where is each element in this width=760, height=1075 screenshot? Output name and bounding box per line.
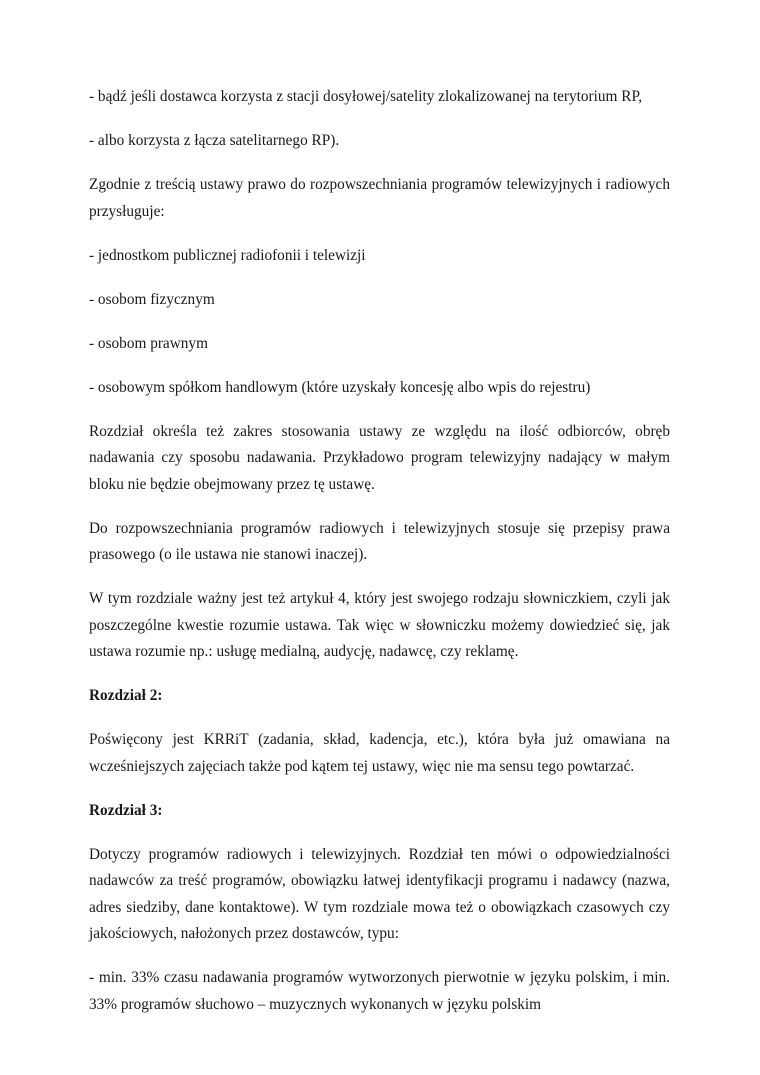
paragraph-zakres-stosowania: Rozdział określa też zakres stosowania ustawy ze względu na ilość odbiorców, obręb nadawania czy sposobu nadawania. Przykładowo program telewizyjny nadający w małym bloku nie będzie obejmowany przez tę ustawę. (89, 422, 670, 493)
paragraph-prawo-prasowe: Do rozpowszechniania programów radiowych i telewizyjnych stosuje się przepisy prawa prasowego (o ile ustawa nie stanowi inaczej). (89, 519, 670, 563)
paragraph-programy-radiowe: Dotyczy programów radiowych i telewizyjnych. Rozdział ten mówi o odpowiedzialności nadawców za treść programów, obowiązku łatwej identyfikacji programu i nadawcy (nazwa, adres siedziby, dane kontaktowe). W tym rozdziale mowa też o obowiązkach czasowych czy jakościowych, nałożonych przez dostawców, typu: (89, 845, 670, 942)
heading-rozdzial-3: Rozdział 3: (89, 801, 163, 819)
document-page (89, 84, 670, 1018)
list-item-jednostki-publiczne: - jednostkom publicznej radiofonii i telewizji (89, 246, 366, 264)
heading-rozdzial-2: Rozdział 2: (89, 687, 163, 704)
paragraph-prawo-do-rozpowszechniania: Zgodnie z treścią ustawy prawo do rozpowszechniania programów telewizyjnych i radiowych przysługuje: (89, 176, 670, 220)
list-item-spolki-handlowe: - osobowym spółkom handlowym (które uzyskały koncesję albo wpis do rejestru) (89, 378, 591, 396)
paragraph-krrit: Poświęcony jest KRRiT (zadania, skład, kadencja, etc.), która była już omawiana na wcześniejszych zajęciach także pod kątem tej ustawy, więc nie ma sensu tego powtarzać. (89, 731, 670, 775)
paragraph-stacja-dosylowa: - bądź jeśli dostawca korzysta z stacji dosyłowej/satelity zlokalizowanej na terytorium RP, (89, 88, 643, 105)
list-item-osoby-prawne: - osobom prawnym (89, 334, 208, 352)
list-item-osoby-fizyczne: - osobom fizycznym (89, 290, 215, 308)
paragraph-artykul-4: W tym rozdziale ważny jest też artykuł 4, który jest swojego rodzaju słowniczkiem, czyli jak poszczególne kwestie rozumie ustawa. Tak więc w słowniczku możemy dowiedzieć się, jak ustawa rozumie np.: usługę medialną, audycję, nadawcę, czy reklamę. (89, 590, 670, 660)
list-item-kwoty-jezykowe: - min. 33% czasu nadawania programów wytworzonych pierwotnie w języku polskim, i min. 33% programów słuchowo – muzycznych wykonanych w języku polskim (89, 969, 670, 1013)
paragraph-lacze-satelitarne: - albo korzysta z łącza satelitarnego RP). (89, 132, 340, 149)
